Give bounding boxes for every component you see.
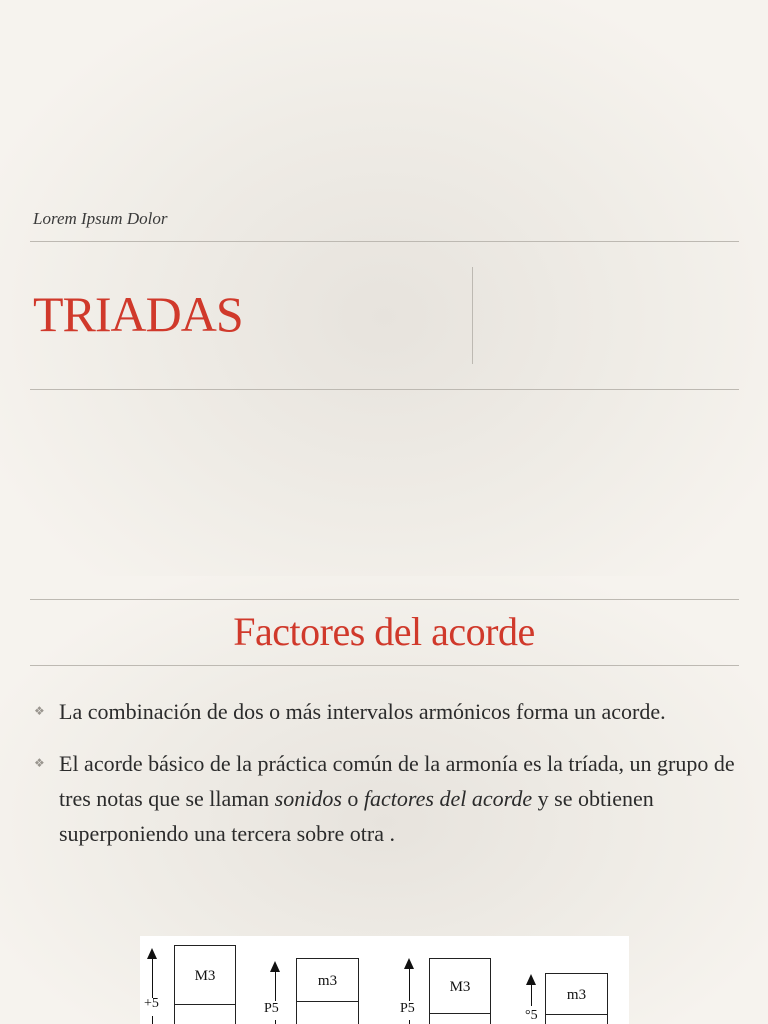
heading-top-divider <box>30 599 739 600</box>
vertical-divider <box>472 267 473 364</box>
interval-label: P5 <box>400 1001 415 1016</box>
lower-third-box <box>545 1014 608 1024</box>
lower-third-box <box>429 1013 491 1024</box>
bullet-text: El acorde básico de la práctica común de la armonía es la tríada, un grupo de tres notas que se llaman <box>59 751 735 811</box>
interval-arrow <box>275 971 276 1001</box>
heading-bottom-divider <box>30 665 739 666</box>
lower-third-box <box>174 1004 236 1024</box>
bullet-list <box>30 694 740 868</box>
interval-label: +5 <box>144 996 159 1011</box>
interval-arrow <box>409 968 410 1001</box>
upper-third-box: m3 <box>296 958 359 1002</box>
upper-third-box: M3 <box>429 958 491 1014</box>
list-item <box>30 694 740 729</box>
content-slide <box>0 576 768 1024</box>
list-item <box>30 746 740 851</box>
bullet-text: y se obtienen superponiendo una tercera sobre otra . <box>59 786 654 846</box>
slide-subtitle: Lorem Ipsum Dolor <box>33 209 168 228</box>
diamond-bullet-icon: ❖ <box>34 704 45 718</box>
slide-title: TRIADAS <box>33 286 243 342</box>
upper-third-box: M3 <box>174 945 236 1005</box>
interval-label: °5 <box>525 1008 538 1023</box>
bullet-italic-term: factores del acorde <box>363 786 533 811</box>
top-divider <box>30 241 739 242</box>
interval-label: P5 <box>264 1001 279 1016</box>
interval-arrow <box>531 984 532 1006</box>
bottom-divider <box>30 389 739 390</box>
triad-diagram <box>140 936 629 1024</box>
bullet-italic-term: sonidos <box>274 786 342 811</box>
interval-arrow <box>152 1016 153 1024</box>
interval-arrow <box>275 1020 276 1024</box>
lower-third-box <box>296 1001 359 1024</box>
upper-third-box: m3 <box>545 973 608 1015</box>
interval-arrow <box>152 958 153 998</box>
bullet-text: La combinación de dos o más intervalos armónicos forma un acorde. <box>59 699 666 724</box>
diamond-bullet-icon: ❖ <box>34 756 45 770</box>
slide-heading: Factores del acorde <box>233 609 535 654</box>
bullet-text: o <box>341 786 364 811</box>
interval-arrow <box>409 1020 410 1024</box>
